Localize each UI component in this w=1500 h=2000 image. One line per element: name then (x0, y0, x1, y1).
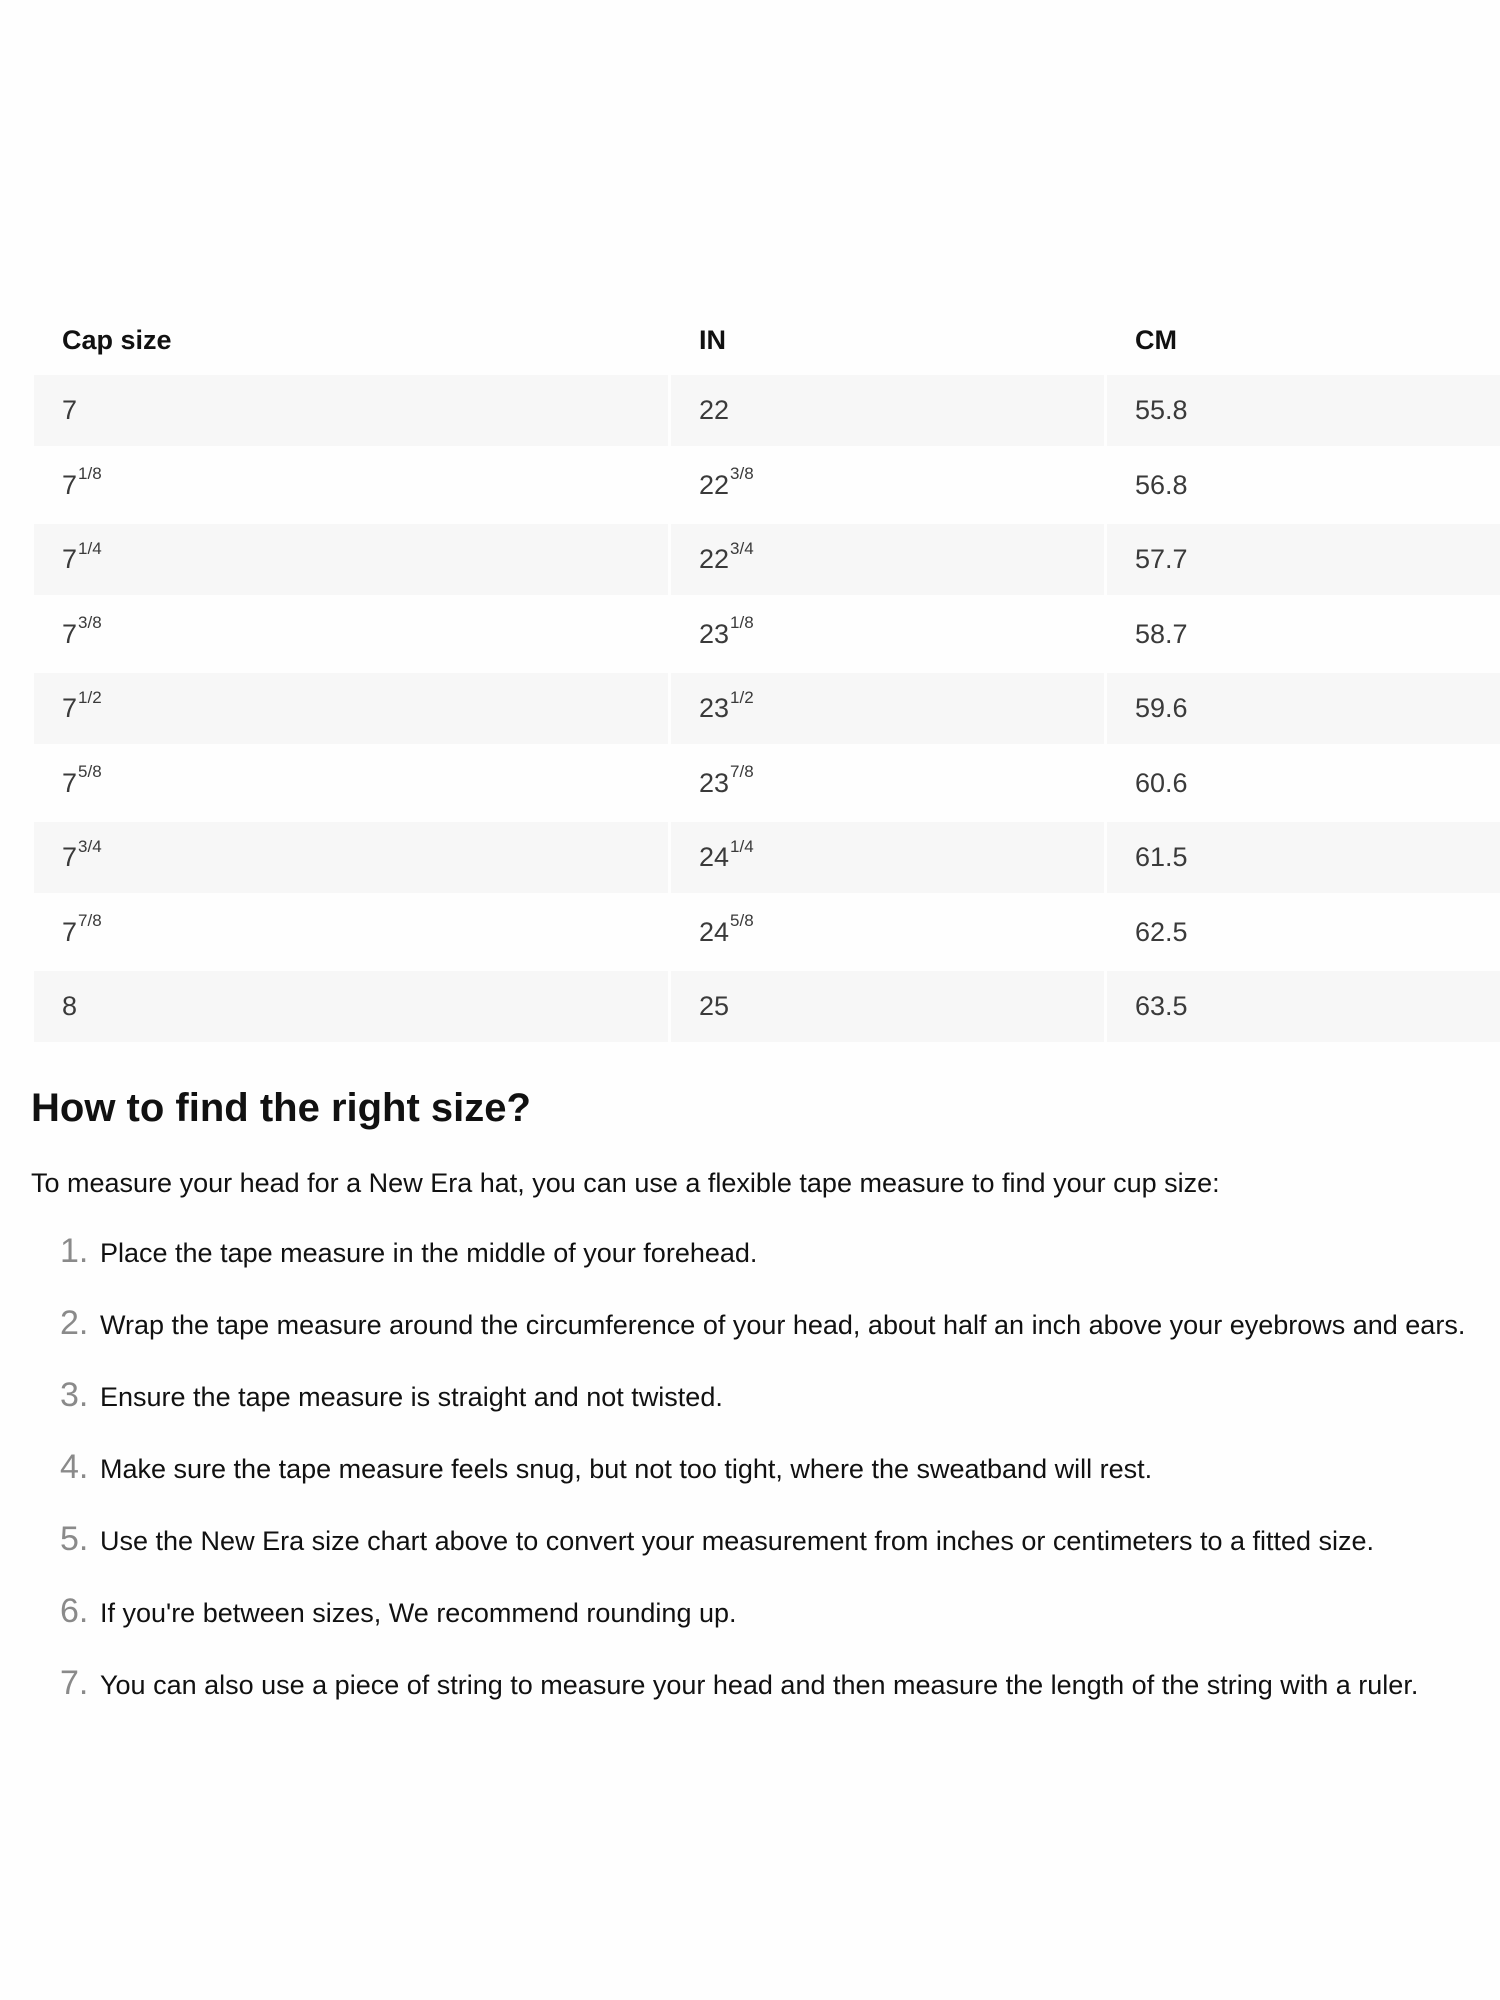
steps-list (60, 1232, 1500, 1736)
inch-cell (671, 450, 1104, 521)
header-cm: CM (1135, 324, 1177, 355)
inch-cell-value: 23 (699, 767, 730, 798)
header-in: IN (699, 324, 726, 355)
step-number: 7. (60, 1664, 89, 1702)
inch-cell (671, 971, 1104, 1042)
inch-cell-value: 24 (699, 916, 730, 947)
step-text: Place the tape measure in the middle of your forehead. (100, 1238, 758, 1268)
guide-intro: To measure your head for a New Era hat, you can use a flexible tape measure to find your cup size: (31, 1168, 1220, 1198)
cm-cell (1107, 673, 1500, 744)
list-item (60, 1304, 1500, 1376)
inch-cell (671, 673, 1104, 744)
size-table (34, 305, 1500, 1046)
cm-cell-value: 59.6 (1135, 693, 1188, 723)
cap-size-cell (34, 450, 668, 521)
inch-cell-fraction: 3/4 (730, 538, 754, 558)
cap-size-cell-value: 7 (62, 469, 78, 500)
cap-size-cell-fraction: 3/8 (78, 613, 102, 632)
step-text: Ensure the tape measure is straight and not twisted. (100, 1382, 723, 1412)
cap-size-cell-fraction: 1/8 (78, 464, 102, 483)
cm-cell (1107, 599, 1500, 670)
inch-cell-fraction: 1/2 (730, 687, 754, 707)
list-item (60, 1376, 1500, 1448)
step-text: Use the New Era size chart above to convert your measurement from inches or centimeters to a fitted size. (100, 1526, 1375, 1556)
cap-size-cell (34, 524, 668, 595)
inch-cell-value: 24 (699, 842, 730, 872)
inch-cell-value: 22 (699, 544, 730, 574)
cm-cell (1107, 748, 1500, 819)
inch-cell-fraction: 3/8 (730, 464, 754, 483)
cap-size-cell-value: 8 (62, 991, 78, 1021)
cap-size-cell-value: 7 (62, 618, 78, 649)
table-row (34, 524, 1500, 595)
inch-cell (671, 375, 1104, 446)
table-row (34, 673, 1500, 744)
inch-cell (671, 748, 1104, 819)
table-header (34, 305, 1500, 375)
cm-cell (1107, 971, 1500, 1042)
cap-size-cell-value: 7 (62, 916, 78, 947)
table-row (34, 897, 1500, 968)
step-text: If you're between sizes, We recommend rounding up. (100, 1598, 737, 1628)
step-text: You can also use a piece of string to measure your head and then measure the length of the string with a ruler. (100, 1670, 1419, 1700)
table-row (34, 375, 1500, 446)
table-body (34, 375, 1500, 1042)
table-row (34, 599, 1500, 670)
cm-cell-value: 55.8 (1135, 395, 1188, 425)
inch-cell (671, 599, 1104, 670)
cap-size-cell-fraction: 1/4 (78, 538, 102, 558)
inch-cell-value: 22 (699, 469, 730, 500)
step-number: 6. (60, 1592, 89, 1630)
cm-cell (1107, 375, 1500, 446)
cm-cell (1107, 450, 1500, 521)
cm-cell-value: 63.5 (1135, 991, 1188, 1021)
header-cap-size: Cap size (62, 324, 172, 355)
cm-cell-value: 56.8 (1135, 469, 1188, 500)
cap-size-cell-fraction: 7/8 (78, 911, 102, 930)
step-text: Wrap the tape measure around the circumference of your head, about half an inch above your eyebrows and ears. (100, 1310, 1466, 1340)
table-row (34, 971, 1500, 1042)
cap-size-cell (34, 822, 668, 893)
cap-size-cell (34, 971, 668, 1042)
inch-cell-value: 22 (699, 395, 730, 425)
list-item (60, 1664, 1500, 1736)
cm-cell (1107, 822, 1500, 893)
step-number: 5. (60, 1520, 89, 1558)
cap-size-cell (34, 897, 668, 968)
cm-cell (1107, 897, 1500, 968)
inch-cell-fraction: 1/4 (730, 836, 754, 856)
cap-size-cell-value: 7 (62, 767, 78, 798)
inch-cell-value: 23 (699, 693, 730, 723)
inch-cell-value: 25 (699, 991, 730, 1021)
guide-title: How to find the right size? (31, 1086, 531, 1130)
step-number: 4. (60, 1448, 89, 1486)
list-item (60, 1592, 1500, 1664)
step-text: Make sure the tape measure feels snug, but not too tight, where the sweatband will rest. (100, 1454, 1153, 1484)
cap-size-cell (34, 599, 668, 670)
cm-cell-value: 60.6 (1135, 767, 1188, 798)
list-item (60, 1448, 1500, 1520)
inch-cell-fraction: 1/8 (730, 613, 754, 632)
cap-size-cell-value: 7 (62, 395, 78, 425)
cm-cell-value: 58.7 (1135, 618, 1188, 649)
step-number: 1. (60, 1232, 89, 1270)
cm-cell-value: 62.5 (1135, 916, 1188, 947)
step-number: 3. (60, 1376, 89, 1414)
cap-size-cell-fraction: 1/2 (78, 687, 102, 707)
list-item (60, 1520, 1500, 1592)
cm-cell-value: 61.5 (1135, 842, 1188, 872)
cap-size-cell-fraction: 5/8 (78, 762, 102, 781)
cap-size-cell-value: 7 (62, 693, 78, 723)
step-number: 2. (60, 1304, 89, 1342)
inch-cell-fraction: 5/8 (730, 911, 754, 930)
cap-size-cell (34, 375, 668, 446)
table-row (34, 450, 1500, 521)
cm-cell (1107, 524, 1500, 595)
inch-cell-fraction: 7/8 (730, 762, 754, 781)
inch-cell (671, 524, 1104, 595)
table-row (34, 748, 1500, 819)
inch-cell-value: 23 (699, 618, 730, 649)
cap-size-cell (34, 748, 668, 819)
inch-cell (671, 822, 1104, 893)
cap-size-cell (34, 673, 668, 744)
table-row (34, 822, 1500, 893)
cap-size-cell-value: 7 (62, 544, 78, 574)
cap-size-cell-value: 7 (62, 842, 78, 872)
cap-size-cell-fraction: 3/4 (78, 836, 102, 856)
inch-cell (671, 897, 1104, 968)
cm-cell-value: 57.7 (1135, 544, 1188, 574)
list-item (60, 1232, 1500, 1304)
